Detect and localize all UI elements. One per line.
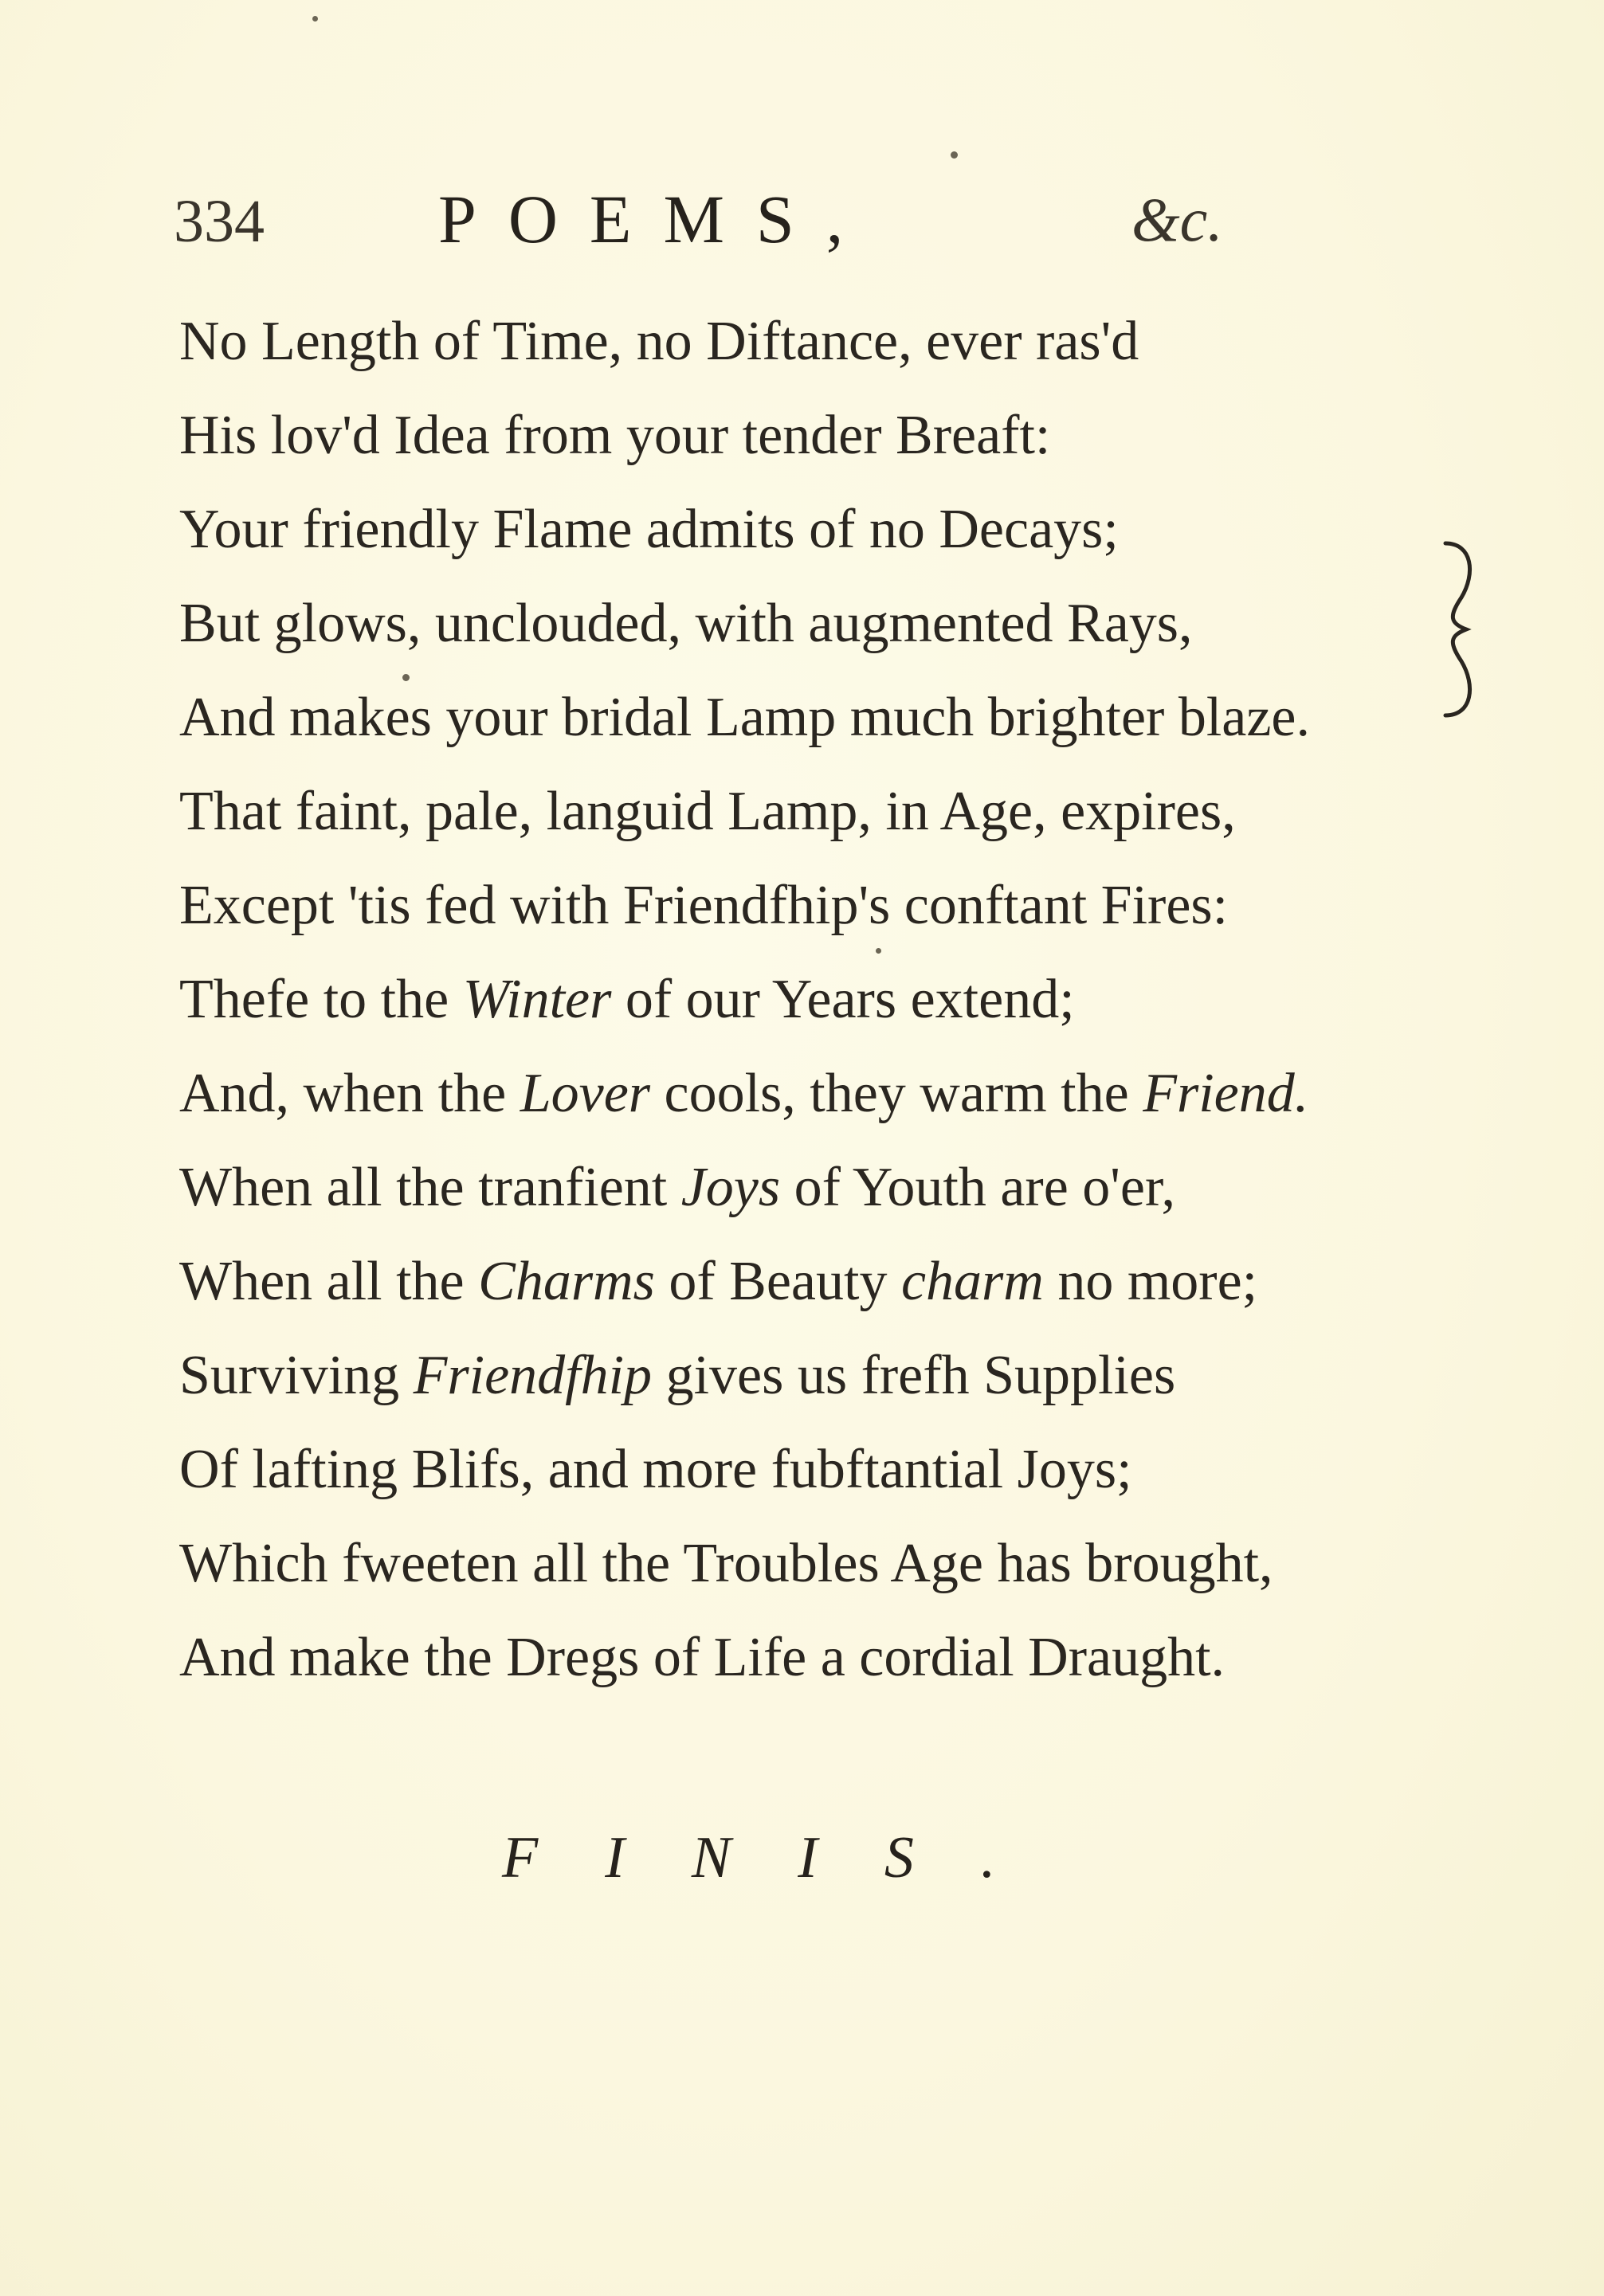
poem-line <box>179 1047 1310 1141</box>
page-number: 334 <box>174 188 265 255</box>
line-text: Except 'tis fed with Friendfhip's conftant Fires: <box>179 875 1229 936</box>
poem-line <box>179 295 1310 389</box>
poem-line <box>179 765 1310 859</box>
italic-word: Joys <box>680 1157 781 1218</box>
italic-word: Friend. <box>1143 1063 1309 1124</box>
running-title: POEMS, <box>438 181 876 257</box>
poem-line <box>179 953 1310 1047</box>
line-text: And make the Dregs of Life a cordial Draught. <box>179 1627 1226 1688</box>
ink-speck <box>876 948 881 954</box>
line-text: of Youth are o'er, <box>780 1157 1175 1218</box>
poem-line <box>179 483 1310 577</box>
running-title-suffix: &c. <box>1131 185 1223 254</box>
poem-line <box>179 1423 1310 1517</box>
line-text: cools, they warm the <box>650 1063 1143 1124</box>
poem-line <box>179 1141 1310 1235</box>
line-text: Your friendly Flame admits of no Decays; <box>179 499 1119 560</box>
ink-speck <box>951 151 958 159</box>
poem-line <box>179 1611 1310 1705</box>
page-header <box>0 179 1604 275</box>
line-text: And makes your bridal Lamp much brighter blaze. <box>179 687 1311 748</box>
line-text: Surviving <box>179 1345 414 1406</box>
line-text: Which fweeten all the Troubles Age has brought, <box>179 1533 1273 1594</box>
line-text: When all the tranfient <box>179 1157 681 1218</box>
line-text: gives us frefh Supplies <box>652 1345 1176 1406</box>
italic-word: Lover <box>520 1063 651 1124</box>
line-text: Thefe to the <box>179 969 463 1030</box>
poem-line <box>179 1235 1310 1329</box>
poem-line <box>179 671 1310 765</box>
poem-line <box>179 1517 1310 1611</box>
finis-text: FINIS. <box>502 1825 1063 1890</box>
line-text: Of lafting Blifs, and more fubftantial Joys; <box>179 1439 1132 1500</box>
poem-line <box>179 389 1310 483</box>
line-text: No Length of Time, no Diftance, ever ras'd <box>179 311 1139 372</box>
line-text: of Beauty <box>654 1251 901 1312</box>
poem-line <box>179 1329 1310 1423</box>
triplet-brace <box>1434 534 1482 725</box>
poem-line <box>179 577 1310 671</box>
line-text: When all the <box>179 1251 479 1312</box>
line-text: no more; <box>1043 1251 1258 1312</box>
italic-word: Winter <box>462 969 612 1030</box>
italic-word: charm <box>900 1251 1044 1312</box>
line-text: And, when the <box>179 1063 520 1124</box>
italic-word: Charms <box>478 1251 655 1312</box>
italic-word: Friendfhip <box>413 1345 653 1406</box>
line-text: But glows, unclouded, with augmented Rays, <box>179 593 1193 654</box>
line-text: of our Years extend; <box>611 969 1075 1030</box>
line-text: That faint, pale, languid Lamp, in Age, expires, <box>179 781 1236 842</box>
poem-line <box>179 859 1310 953</box>
ink-speck <box>402 674 410 681</box>
ink-speck <box>312 16 318 22</box>
poem-text <box>179 295 1310 1705</box>
line-text: His lov'd Idea from your tender Breaft: <box>179 405 1051 466</box>
